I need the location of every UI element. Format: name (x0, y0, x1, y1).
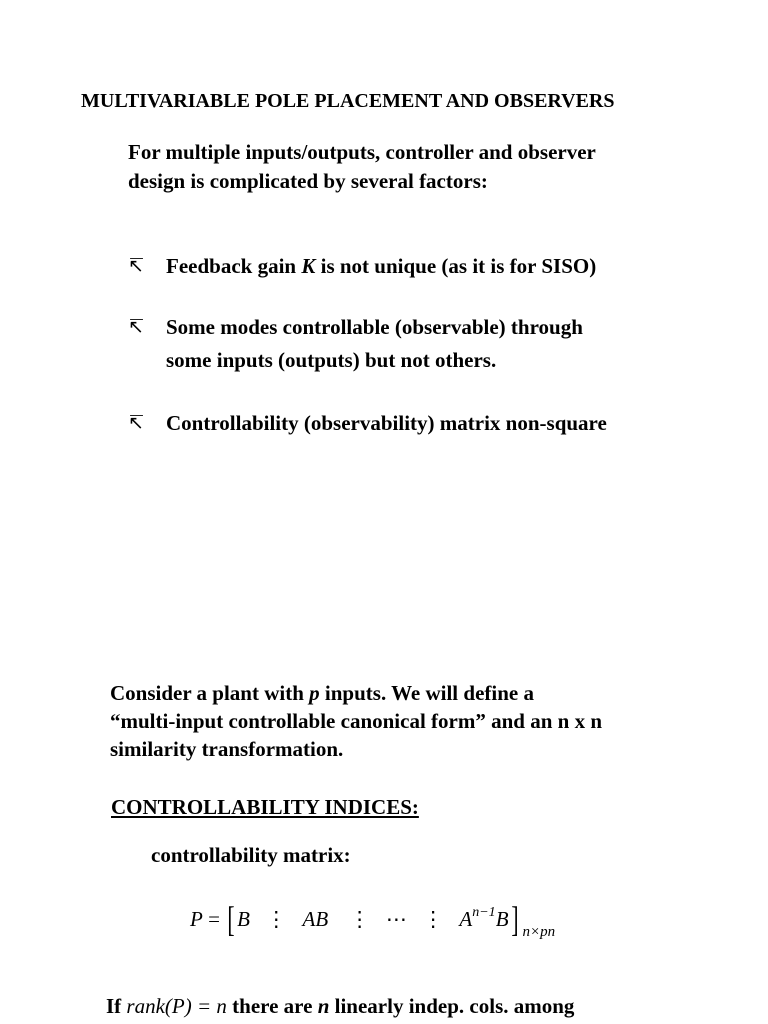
arrow-bullet-icon: ↸ (128, 255, 144, 277)
intro-line-2: design is complicated by several factors: (128, 169, 488, 193)
bullet-item-3: Controllability (observability) matrix non-square (166, 411, 607, 435)
bullet-1-pre: Feedback gain (166, 254, 302, 278)
bullet-2-line-1: Some modes controllable (observable) through (166, 315, 583, 339)
arrow-bullet-icon: ↸ (128, 316, 144, 338)
page-title: MULTIVARIABLE POLE PLACEMENT AND OBSERVERS (81, 90, 615, 112)
paragraph-line-1: Consider a plant with p inputs. We will define a (110, 681, 534, 705)
rank-statement: If rank(P) = n there are n linearly indep. cols. among (106, 994, 575, 1018)
controllability-matrix-equation: P = [ B ⋮ AB ⋮ ⋯ ⋮ $A^{n-1}B$] $_{n\times pn}$ (190, 899, 556, 940)
intro-text (128, 138, 596, 196)
bullet-item-1 (166, 250, 596, 283)
subheading: controllability matrix: (151, 843, 351, 867)
section-heading: CONTROLLABILITY INDICES: (111, 795, 419, 819)
bullet-1-var: K (301, 254, 316, 278)
intro-line-1: For multiple inputs/outputs, controller and observer (128, 140, 596, 164)
bullet-item-2 (166, 311, 583, 377)
bullet-2-line-2: some inputs (outputs) but not others. (166, 348, 497, 372)
bullet-1-post: is not unique (as it is for SISO) (315, 254, 597, 278)
paragraph-line-3: similarity transformation. (110, 737, 344, 761)
arrow-bullet-icon: ↸ (128, 412, 144, 434)
body-paragraph (110, 679, 602, 763)
paragraph-line-2: “multi-input controllable canonical form” and an n x n (110, 709, 603, 733)
